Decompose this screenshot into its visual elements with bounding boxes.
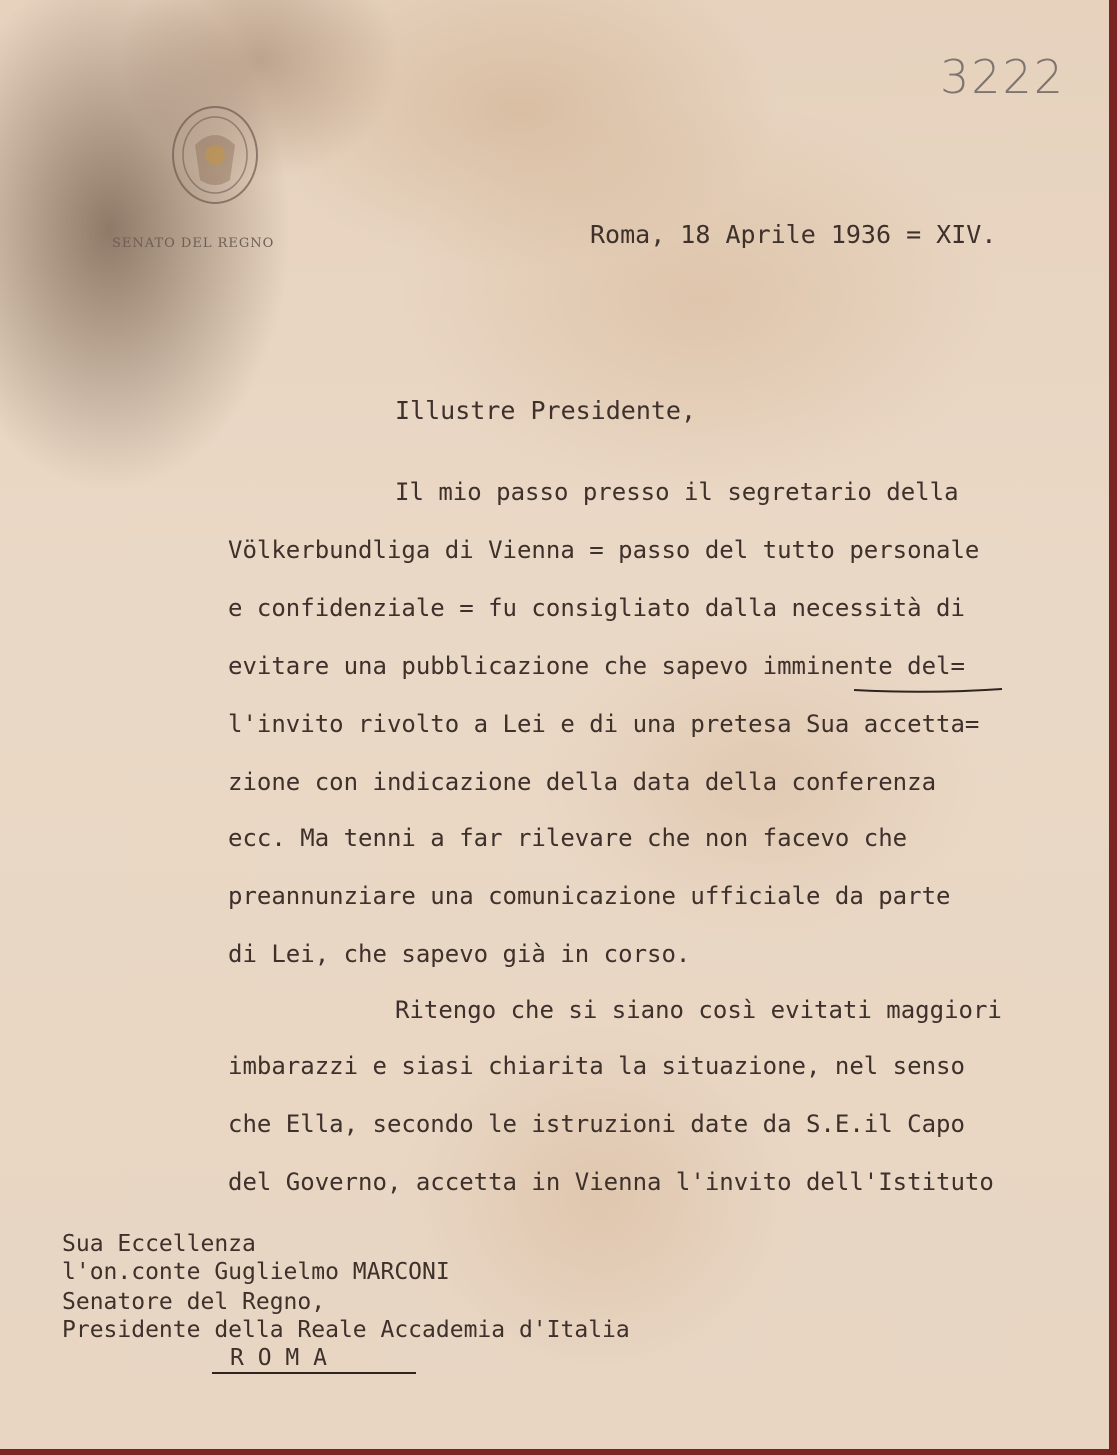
body-line: del Governo, accetta in Vienna l'invito dell'Istituto bbox=[228, 1170, 994, 1195]
salutation: Illustre Presidente, bbox=[395, 396, 697, 425]
body-line: ecc. Ma tenni a far rilevare che non facevo che bbox=[228, 824, 908, 852]
body-line: che Ella, secondo le istruzioni date da S.E.il Capo bbox=[228, 1110, 965, 1138]
body-line: evitare una pubblicazione che sapevo imminente del= bbox=[228, 652, 965, 680]
body-line: preannunziare una comunicazione ufficiale da parte bbox=[228, 882, 951, 910]
recipient-line: l'on.conte Guglielmo MARCONI bbox=[62, 1259, 450, 1285]
recipient-city: R O M A bbox=[230, 1345, 327, 1371]
senate-seal-icon bbox=[165, 100, 265, 210]
body-line: Völkerbundliga di Vienna = passo del tutto personale bbox=[228, 536, 980, 564]
city-underline bbox=[212, 1372, 416, 1374]
scan-border-right bbox=[1109, 0, 1117, 1455]
letterhead: SENATO DEL REGNO bbox=[112, 236, 275, 251]
recipient-line: Sua Eccellenza bbox=[62, 1231, 256, 1257]
body-line: Il mio passo presso il segretario della bbox=[395, 478, 959, 506]
recipient-line: Senatore del Regno, bbox=[62, 1289, 326, 1315]
handwritten-underline bbox=[852, 684, 1004, 696]
body-line: di Lei, che sapevo già in corso. bbox=[228, 940, 691, 968]
body-line: Ritengo che si siano così evitati maggiori bbox=[395, 996, 1002, 1024]
recipient-line: Presidente della Reale Accademia d'Italia bbox=[62, 1317, 630, 1343]
body-line: zione con indicazione della data della conferenza bbox=[228, 768, 937, 796]
archive-number: 3222 bbox=[940, 50, 1066, 104]
body-line: l'invito rivolto a Lei e di una pretesa Sua accetta= bbox=[228, 710, 980, 738]
body-line: e confidenziale = fu consigliato dalla necessità di bbox=[228, 594, 965, 622]
scan-border-bottom bbox=[0, 1449, 1117, 1455]
body-line: imbarazzi e siasi chiarita la situazione, nel senso bbox=[228, 1052, 965, 1080]
date-line: Roma, 18 Aprile 1936 = XIV. bbox=[590, 220, 997, 249]
